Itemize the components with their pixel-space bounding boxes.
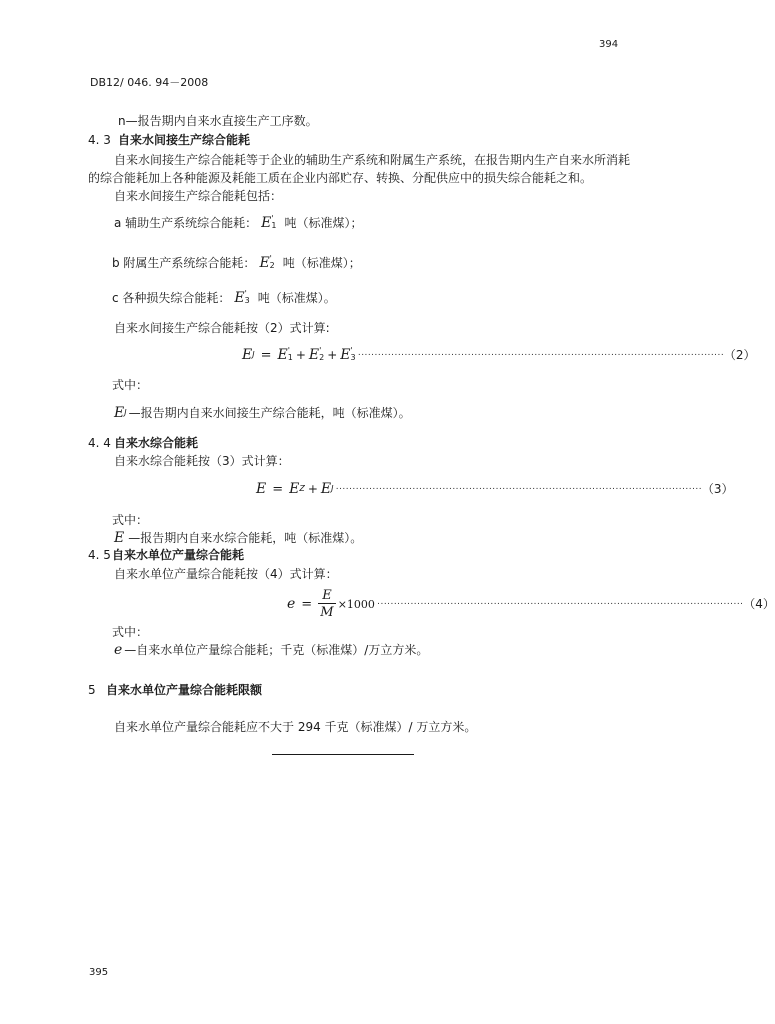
section-4-5-title: 自来水单位产量综合能耗 — [112, 548, 245, 562]
dot-leader: ·············································································································· — [357, 349, 724, 360]
item-c-label: c 各种损失综合能耗： — [112, 291, 231, 305]
plus-sign: + — [295, 348, 306, 362]
equation-number: （2） — [723, 348, 756, 362]
section-4-3-title: 自来水间接生产综合能耗 — [118, 133, 251, 147]
section-4-3-number: 4. 3 — [88, 133, 111, 147]
plus-sign: + — [307, 482, 318, 496]
item-a-unit: 吨（标准煤）； — [284, 216, 363, 230]
item-b-unit: 吨（标准煤）； — [282, 256, 361, 270]
page-number-top: 394 — [599, 39, 619, 50]
subscript: J — [252, 350, 255, 359]
paragraph-line: 自来水间接生产综合能耗包括： — [114, 189, 283, 203]
section-5-title: 自来水单位产量综合能耗限额 — [106, 683, 263, 697]
prime-mark: ' — [287, 346, 290, 355]
subscript: 1 — [287, 353, 293, 362]
symbol-e: E — [114, 405, 125, 421]
paragraph-line: 的综合能耗加上各种能源及耗能工质在企业内部贮存、转换、分配供应中的损失综合能耗之和。 — [88, 171, 593, 185]
fraction — [318, 589, 336, 619]
subscript: 3 — [244, 296, 250, 305]
document-id: DB12/ 046. 94－2008 — [90, 76, 209, 89]
where-label: 式中： — [112, 378, 149, 392]
item-a — [114, 216, 363, 230]
e-definition — [114, 531, 362, 545]
times-1000: ×1000 — [337, 597, 375, 611]
section-4-4-number: 4. 4 — [88, 436, 111, 450]
prime-mark: ' — [319, 346, 322, 355]
item-b — [112, 256, 361, 270]
equation-3 — [256, 481, 734, 497]
symbol-e: E — [308, 347, 320, 363]
subscript: J — [124, 408, 127, 417]
symbol-e: E — [261, 215, 272, 231]
subscript: 2 — [269, 261, 275, 270]
prime-mark: ' — [350, 346, 353, 355]
formula-4-intro: 自来水单位产量综合能耗按（4）式计算： — [114, 567, 338, 581]
where-label: 式中： — [112, 625, 149, 639]
symbol-e-small: e — [287, 596, 296, 612]
prime-mark: ' — [244, 289, 247, 298]
ej-definition — [114, 406, 411, 420]
subscript: 2 — [319, 353, 325, 362]
item-c-unit: 吨（标准煤）。 — [257, 291, 336, 305]
e-small-definition — [114, 643, 428, 657]
symbol-e-small: e — [114, 642, 123, 658]
plus-sign: + — [327, 348, 338, 362]
equation-4 — [287, 586, 775, 622]
subscript: Z — [299, 484, 305, 493]
symbol-e: E — [114, 530, 125, 546]
symbol-e: E — [289, 481, 300, 497]
numerator: E — [318, 589, 336, 604]
symbol-e: E — [320, 481, 332, 497]
section-4-4-title: 自来水综合能耗 — [114, 436, 199, 450]
ej-definition-text: —报告期内自来水间接生产综合能耗，吨（标准煤）。 — [128, 406, 411, 420]
equals-sign: = — [260, 347, 272, 363]
item-a-label: a 辅助生产系统综合能耗： — [114, 216, 258, 230]
dot-leader: ·············································································································· — [376, 598, 744, 609]
section-5-number: 5 — [88, 683, 96, 697]
prime-mark: ' — [271, 214, 274, 223]
limit-statement: 自来水单位产量综合能耗应不大于 294 千克（标准煤）/ 万立方米。 — [114, 720, 477, 734]
symbol-e: E — [340, 347, 351, 363]
item-c — [112, 291, 336, 305]
equals-sign: = — [272, 481, 284, 497]
equation-2 — [242, 346, 756, 363]
symbol-e: E — [234, 290, 245, 306]
dot-leader: ·············································································································· — [335, 483, 702, 494]
e-small-definition-text: —自来水单位产量综合能耗；千克（标准煤）/万立方米。 — [124, 643, 429, 657]
e-definition-text: —报告期内自来水综合能耗，吨（标准煤）。 — [128, 531, 363, 545]
subscript: 1 — [271, 221, 277, 230]
equation-number: （3） — [701, 482, 734, 496]
denominator: M — [320, 605, 334, 620]
subscript: J — [331, 484, 334, 493]
equals-sign: = — [301, 596, 313, 612]
symbol-e: E — [277, 347, 288, 363]
where-label: 式中： — [112, 513, 149, 527]
formula-2-intro: 自来水间接生产综合能耗按（2）式计算: — [114, 321, 330, 335]
end-rule — [272, 754, 414, 755]
n-definition: n—报告期内自来水直接生产工序数。 — [118, 114, 318, 128]
symbol-e: E — [259, 255, 270, 271]
subscript: 3 — [350, 353, 356, 362]
section-4-5-number: 4. 5 — [88, 548, 111, 562]
item-b-label: b 附属生产系统综合能耗： — [112, 256, 256, 270]
symbol-e: E — [242, 347, 253, 363]
formula-3-intro: 自来水综合能耗按（3）式计算： — [114, 454, 290, 468]
paragraph-line: 自来水间接生产综合能耗等于企业的辅助生产系统和附属生产系统，在报告期内生产自来水所消耗 — [114, 153, 631, 167]
equation-number: （4） — [743, 597, 775, 611]
page-number-bottom: 395 — [89, 967, 109, 978]
symbol-e: E — [256, 481, 267, 497]
prime-mark: ' — [269, 254, 272, 263]
